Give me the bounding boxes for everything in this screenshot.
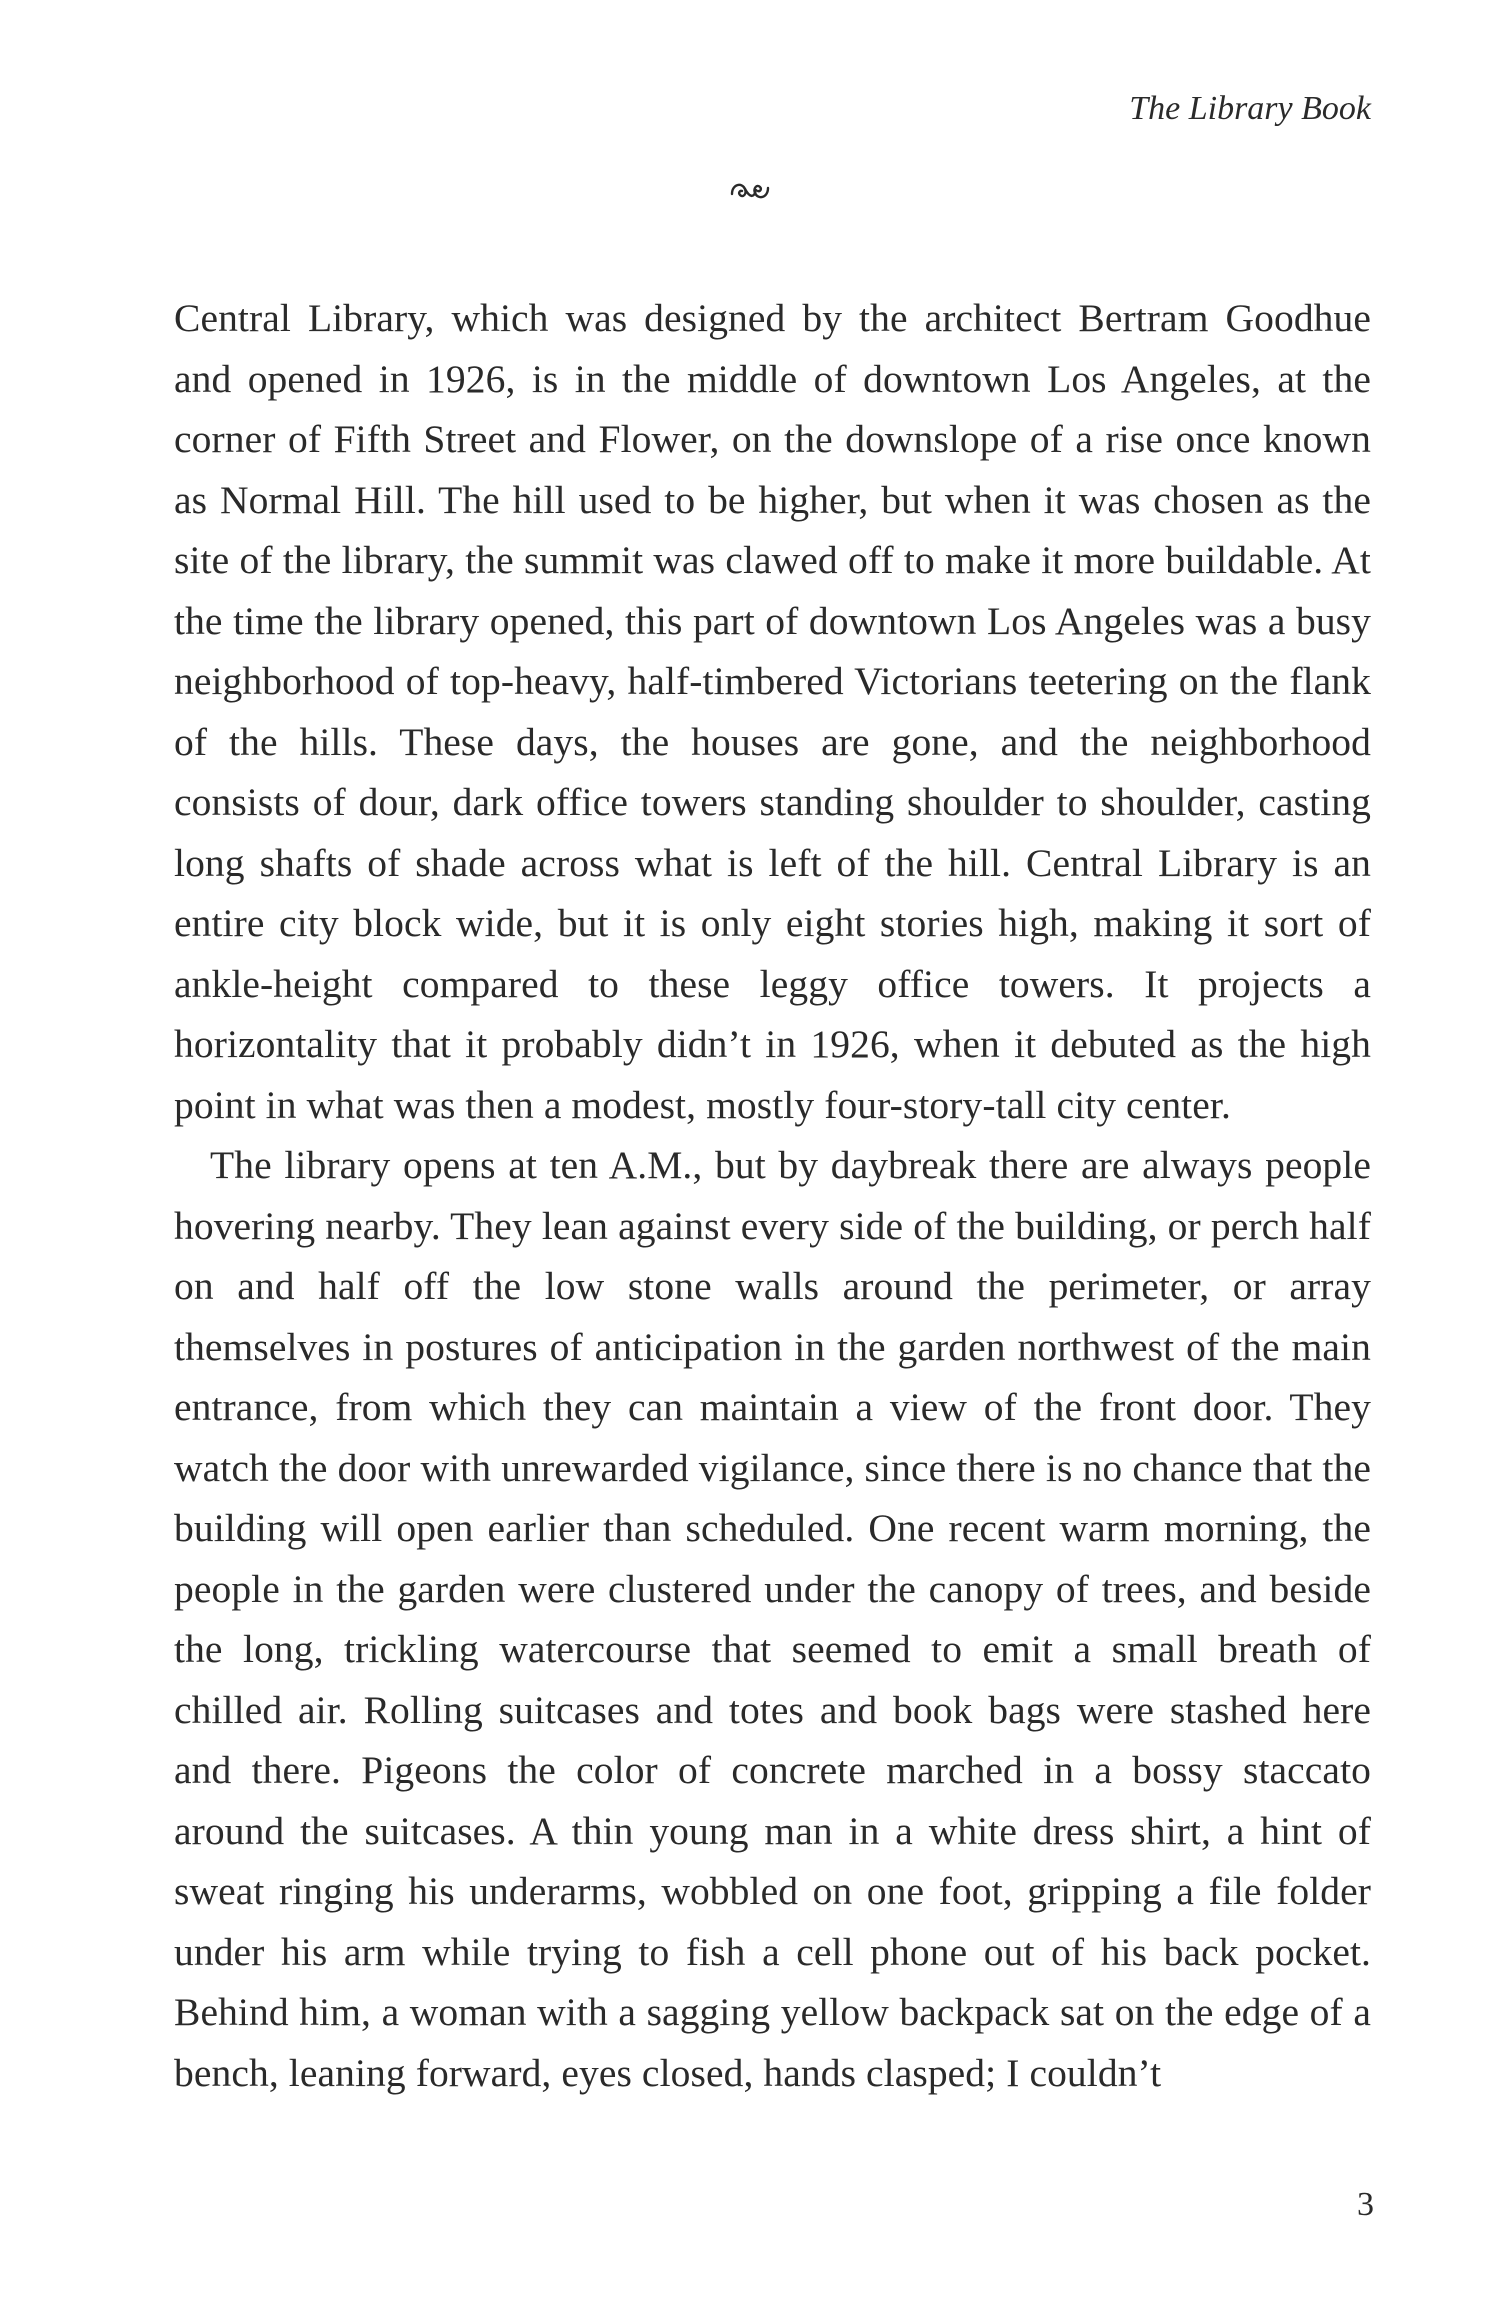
paragraph-2: The library opens at ten A.M., but by daybreak there are always people hovering nearby. They lean against every side of the building, or perch half on and half off the low stone walls around the perimeter, or array themselves in postures of anticipation in the garden northwest of the main entrance, from which they can maintain a view of the front door. They watch the door with unrewarded vigilance, since there is no chance that the building will open earlier than scheduled. One recent warm morning, the people in the garden were clustered under the canopy of trees, and beside the long, trickling watercourse that seemed to emit a small breath of chilled air. Rolling suitcases and totes and book bags were stashed here and there. Pigeons the color of concrete marched in a bossy staccato around the suitcases. A thin young man in a white dress shirt, a hint of sweat ringing his underarms, wobbled on one foot, gripping a file folder under his arm while trying to fish a cell phone out of his back pocket. Behind him, a woman with a sagging yellow backpack sat on the edge of a bench, leaning forward, eyes closed, hands clasped; I couldn’t [174,1143,1371,2095]
body-text [174,288,1371,2103]
section-break [0,178,1500,208]
running-head-title: The Library Book [1129,90,1371,127]
section-break-ornament-icon [728,178,772,204]
page-number: 3 [1357,2186,1374,2223]
paragraph-1: Central Library, which was designed by the architect Bertram Goodhue and opened in 1926, is in the middle of downtown Los Angeles, at the corner of Fifth Street and Flower, on the downslope of a rise once known as Normal Hill. The hill used to be higher, but when it was chosen as the site of the library, the summit was clawed off to make it more buildable. At the time the library opened, this part of downtown Los Angeles was a busy neighborhood of top-heavy, half-timbered Victorians teetering on the flank of the hills. These days, the houses are gone, and the neighborhood consists of dour, dark office towers standing shoulder to shoulder, casting long shafts of shade across what is left of the hill. Central Library is an entire city block wide, but it is only eight stories high, making it sort of ankle-height compared to these leggy office towers. It projects a horizontality that it probably didn’t in 1926, when it debuted as the high point in what was then a modest, mostly four-story-tall city center. [174,296,1371,1127]
